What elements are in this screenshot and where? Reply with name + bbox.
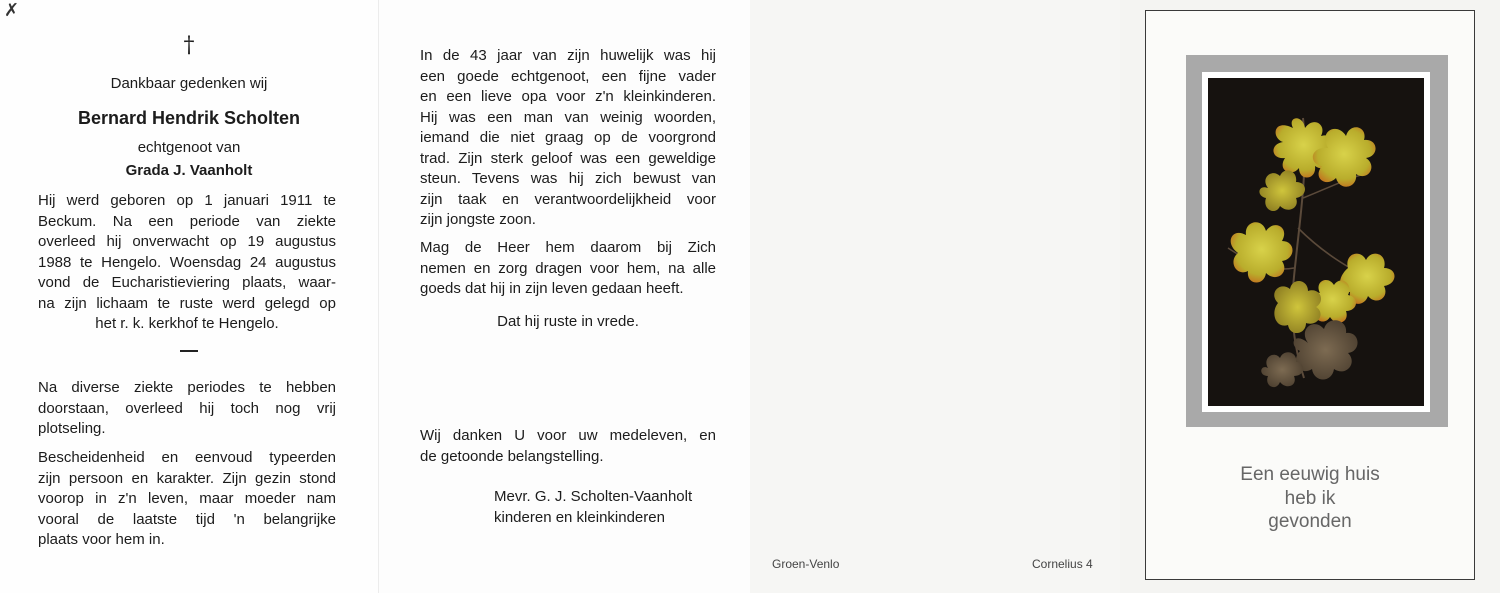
- text-line: voorop in z'n leven, maar moeder nam: [38, 490, 336, 507]
- text-line: nemen en zorg dragen voor hem, na alle: [420, 259, 716, 277]
- text-line: plotseling.: [38, 420, 106, 437]
- family-paragraph: [420, 46, 716, 231]
- text-line: Hij was een man van weinig woorden,: [420, 108, 716, 126]
- intro-line: Dankbaar gedenken wij: [110, 75, 268, 92]
- verse-line: gevonden: [1268, 511, 1352, 532]
- text-line: het r. k. kerkhof te Hengelo.: [95, 315, 279, 332]
- text-line: zijn jongste zoon.: [420, 211, 536, 228]
- text-line: trad. Zijn sterk geloof was een geweldige: [420, 149, 716, 167]
- text-line: Dat hij ruste in vrede.: [497, 313, 639, 330]
- family-signature: [494, 487, 734, 528]
- text-line: na zijn lichaam te ruste werd gelegd op: [38, 294, 336, 312]
- memorial-panel-2: [378, 0, 750, 593]
- text-line: plaats voor hem in.: [38, 531, 165, 548]
- text-line: kinderen en kleinkinderen: [494, 508, 665, 526]
- oak-leaves-illustration: [1208, 78, 1424, 406]
- printer-credit: Groen-Venlo: [772, 557, 840, 571]
- text-line: Wij danken U voor uw medeleven, en: [420, 427, 716, 444]
- thanks-paragraph: [420, 426, 716, 467]
- text-line: Beckum. Na een periode van ziekte: [38, 212, 336, 230]
- text-line: en een lieve opa voor z'n kleinkinderen.: [420, 88, 716, 105]
- text-line: goeds dat hij in zijn leven gedaan heeft.: [420, 280, 684, 297]
- series-number: Cornelius 4: [1032, 557, 1093, 571]
- character-paragraph: [38, 448, 336, 551]
- text-line: In de 43 jaar van zijn huwelijk was hij: [420, 47, 716, 64]
- separator-dash: [180, 350, 198, 352]
- relation-line: echtgenoot van: [137, 139, 241, 156]
- text-line: Mevr. G. J. Scholten-Vaanholt: [494, 488, 693, 505]
- text-line: Na diverse ziekte periodes te hebben: [38, 379, 336, 396]
- corner-mark: ✗: [4, 0, 20, 20]
- text-line: doorstaan, overleed hij toch nog vrij: [38, 399, 336, 417]
- memorial-panel-1: [0, 0, 378, 593]
- cross-symbol: †: [183, 33, 195, 58]
- verse-line: Een eeuwig huis: [1240, 464, 1380, 485]
- text-line: vooral de laatste tijd 'n belangrijke: [38, 510, 336, 528]
- text-line: een goede echtgenoot, een fijne vader: [420, 67, 716, 85]
- spouse-name: Grada J. Vaanholt: [125, 162, 253, 179]
- prayer-paragraph: [420, 238, 716, 300]
- deceased-name: Bernard Hendrik Scholten: [77, 108, 301, 128]
- rest-in-peace-line: [420, 312, 716, 333]
- text-line: 1988 te Hengelo. Woensdag 24 augustus: [38, 253, 336, 271]
- text-line: overleed hij onverwacht op 19 augustus: [38, 233, 336, 250]
- verse-line: heb ik: [1284, 488, 1336, 509]
- oak-leaves-photo: [1208, 78, 1424, 406]
- card-back-panel: [750, 0, 1120, 593]
- text-line: Mag de Heer hem daarom bij Zich: [420, 239, 716, 256]
- text-line: Bescheidenheid en eenvoud typeerden: [38, 449, 336, 466]
- text-line: Hij werd geboren op 1 januari 1911 te: [38, 192, 336, 209]
- text-line: iemand die niet graag op de voorgrond: [420, 129, 716, 146]
- text-line: de getoonde belangstelling.: [420, 447, 604, 465]
- text-line: steun. Tevens was hij zich bewust van: [420, 170, 716, 187]
- text-line: zijn persoon en karakter. Zijn gezin stond: [38, 469, 336, 487]
- biography-paragraph: [38, 191, 336, 335]
- illness-paragraph: [38, 378, 336, 440]
- text-line: zijn taak en verantwoordelijkheid voor: [420, 190, 716, 208]
- text-line: vond de Eucharistieviering plaats, waar-: [38, 274, 336, 291]
